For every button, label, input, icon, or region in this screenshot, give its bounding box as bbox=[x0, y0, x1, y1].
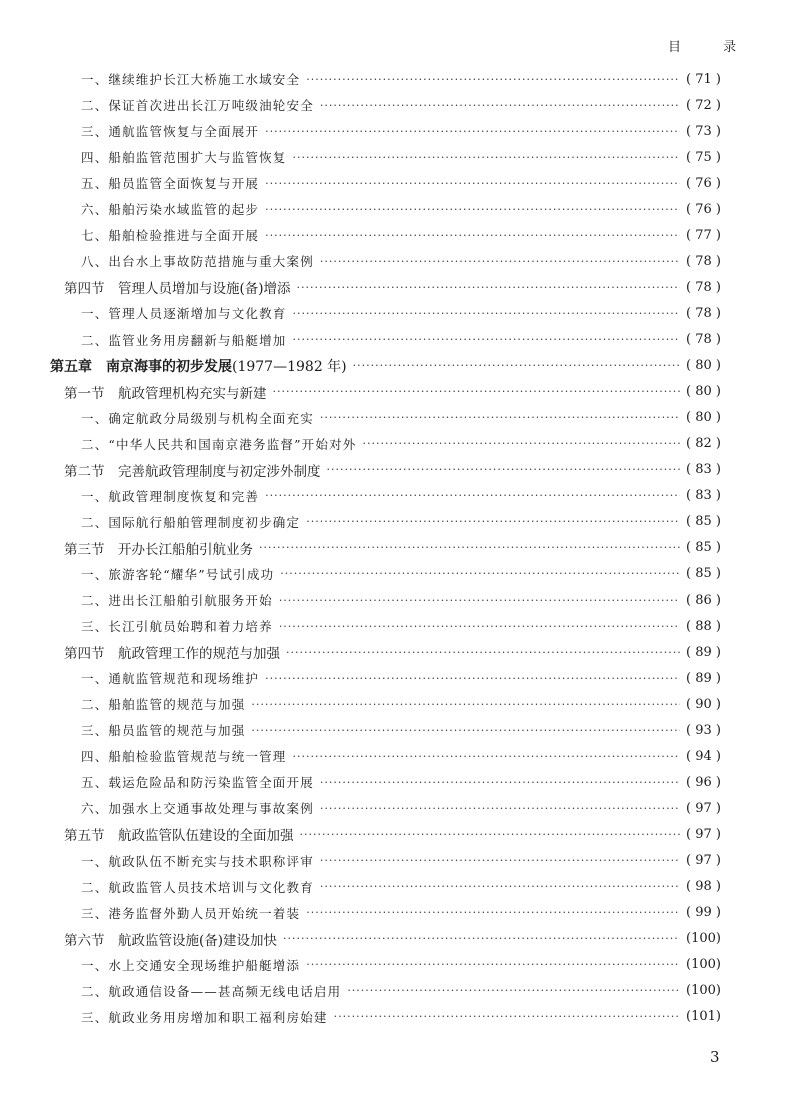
toc-entry-page: (101) bbox=[686, 1009, 721, 1025]
toc-entry-title-text: 三、船员监管的规范与加强 bbox=[81, 723, 246, 739]
toc-entry-title-text: 八、出台水上事故防范措施与重大案例 bbox=[81, 254, 314, 270]
dot-leader bbox=[265, 230, 680, 241]
toc-section-row[interactable] bbox=[64, 926, 721, 952]
toc-entry-page: ( 85 ) bbox=[686, 566, 721, 582]
toc-entry-title-text: 二、保证首次进出长江万吨级油轮安全 bbox=[81, 98, 314, 114]
dot-leader bbox=[279, 595, 680, 606]
toc-item-row[interactable] bbox=[81, 587, 721, 613]
toc-entry-title-text: 二、船舶监管的规范与加强 bbox=[81, 697, 246, 713]
dot-leader bbox=[293, 308, 681, 319]
toc-entry-title bbox=[81, 904, 300, 922]
toc-entry-page: ( 73 ) bbox=[686, 123, 721, 139]
dot-leader bbox=[293, 152, 681, 163]
toc-item-row[interactable] bbox=[81, 483, 721, 509]
toc-entry-title bbox=[81, 96, 314, 114]
toc-entry-title bbox=[81, 878, 314, 896]
toc-entry-title-text: 一、管理人员逐渐增加与文化教育 bbox=[81, 306, 287, 322]
toc-item-row[interactable] bbox=[81, 300, 721, 326]
dot-leader bbox=[251, 725, 680, 736]
toc-entry-title bbox=[81, 252, 314, 270]
toc-entry-title-text: 二、航政监管人员技术培训与文化教育 bbox=[81, 879, 314, 895]
toc-entry-title bbox=[81, 331, 287, 349]
dot-leader bbox=[347, 985, 680, 996]
toc-entry-title-text: 二、国际航行船舶管理制度初步确定 bbox=[81, 514, 301, 530]
toc-entry-page: ( 88 ) bbox=[686, 618, 721, 634]
toc-item-row[interactable] bbox=[81, 691, 721, 717]
toc-entry-page: ( 75 ) bbox=[686, 149, 721, 165]
dot-leader bbox=[334, 1011, 680, 1022]
toc-item-row[interactable] bbox=[81, 196, 721, 222]
toc-section-row[interactable] bbox=[64, 535, 721, 561]
toc-entry-title bbox=[81, 174, 259, 192]
toc-entry-page: ( 94 ) bbox=[686, 748, 721, 764]
toc-entry-title bbox=[81, 591, 273, 609]
toc-item-row[interactable] bbox=[81, 874, 721, 900]
toc-item-row[interactable] bbox=[81, 848, 721, 874]
toc-entry-page: ( 82 ) bbox=[686, 436, 721, 452]
toc-entry-title-text: 第一节 航政管理机构充实与新建 bbox=[64, 385, 267, 402]
toc-entry-title-text: 六、加强水上交通事故处理与事故案例 bbox=[81, 801, 314, 817]
toc-entry-title-text: 一、航政队伍不断充实与技术职称评审 bbox=[81, 853, 314, 869]
toc-entry-title-text: 一、旅游客轮“耀华”号试引成功 bbox=[81, 566, 275, 582]
toc-item-row[interactable] bbox=[81, 561, 721, 587]
dot-leader bbox=[259, 542, 680, 553]
toc-entry-title-text: 三、通航监管恢复与全面展开 bbox=[81, 124, 260, 140]
toc-section-row[interactable] bbox=[64, 379, 721, 405]
toc-entry-title bbox=[81, 148, 287, 166]
toc-entry-title bbox=[64, 642, 280, 662]
toc-entry-title-text: 三、长江引航员始聘和着力培养 bbox=[81, 619, 273, 635]
toc-entry-title bbox=[81, 617, 273, 635]
toc-item-row[interactable] bbox=[81, 222, 721, 248]
dot-leader bbox=[300, 829, 681, 840]
toc-entry-title-text: 第二节 完善航政管理制度与初定涉外制度 bbox=[64, 463, 321, 480]
toc-entry-page: (100) bbox=[686, 931, 721, 947]
toc-section-row[interactable] bbox=[64, 457, 721, 483]
toc-item-row[interactable] bbox=[81, 900, 721, 926]
toc-entry-page: ( 78 ) bbox=[686, 332, 721, 347]
toc-entry-page: (100) bbox=[686, 983, 721, 999]
toc-entry-page: ( 89 ) bbox=[686, 644, 721, 660]
toc-entry-title-text: 四、船舶监管范围扩大与监管恢复 bbox=[81, 150, 287, 166]
toc-entry-page: ( 89 ) bbox=[686, 670, 721, 686]
dot-leader bbox=[320, 256, 680, 267]
dot-leader bbox=[320, 412, 680, 423]
toc-entry-title bbox=[64, 277, 291, 297]
dot-leader bbox=[306, 959, 680, 970]
toc-entry-page: ( 90 ) bbox=[686, 696, 721, 712]
toc-entry-page: ( 99 ) bbox=[686, 905, 721, 921]
toc-entry-title bbox=[81, 487, 259, 505]
toc-entry-page: ( 97 ) bbox=[686, 853, 721, 868]
toc-entry-page: ( 77 ) bbox=[686, 227, 721, 243]
dot-leader bbox=[306, 74, 680, 85]
toc-entry-title-text: 三、航政业务用房增加和职工福利房始建 bbox=[81, 1009, 328, 1025]
toc-entry-title-text: 二、监管业务用房翻新与船艇增加 bbox=[81, 332, 287, 348]
toc-item-row[interactable] bbox=[81, 248, 721, 274]
toc-entry-title bbox=[81, 721, 245, 739]
toc-entry-page: ( 93 ) bbox=[686, 722, 721, 738]
toc-entry-title-text: 第五节 航政监管队伍建设的全面加强 bbox=[64, 828, 294, 845]
toc-entry-title-text: 第六节 航政监管设施(备)建设加快 bbox=[64, 932, 278, 949]
toc-entry-title-text: 七、船舶检验推进与全面开展 bbox=[81, 228, 260, 244]
toc-entry-page: ( 71 ) bbox=[686, 71, 721, 87]
dot-leader bbox=[251, 699, 680, 710]
dot-leader bbox=[283, 933, 680, 944]
toc-entry-title bbox=[81, 513, 300, 531]
toc-entry-title-text: 第四节 管理人员增加与设施(备)增添 bbox=[64, 281, 291, 298]
toc-item-row[interactable] bbox=[81, 431, 721, 457]
dot-leader bbox=[265, 126, 680, 137]
toc-entry-title-text: 六、船舶污染水域监管的起步 bbox=[81, 202, 260, 218]
toc-entry-page: (100) bbox=[686, 957, 721, 973]
running-header bbox=[668, 36, 736, 55]
toc-entry-page: ( 80 ) bbox=[686, 384, 721, 400]
dot-leader bbox=[280, 568, 680, 579]
toc-item-row[interactable] bbox=[81, 118, 721, 144]
toc-entry-page: ( 83 ) bbox=[686, 462, 721, 478]
dot-leader bbox=[265, 204, 680, 215]
toc-section-row[interactable] bbox=[64, 274, 721, 300]
toc-entry-title-text: 第五章 南京海事的初步发展 bbox=[50, 358, 232, 375]
toc-item-row[interactable] bbox=[81, 795, 721, 821]
dot-leader bbox=[353, 360, 680, 371]
toc-item-row[interactable] bbox=[81, 665, 721, 691]
dot-leader bbox=[306, 516, 680, 527]
dot-leader bbox=[320, 803, 680, 814]
toc-entry-page: ( 78 ) bbox=[686, 253, 721, 269]
dot-leader bbox=[286, 647, 680, 658]
toc-entry-title-text: 二、进出长江船舶引航服务开始 bbox=[81, 593, 273, 608]
toc-entry-title bbox=[81, 565, 274, 583]
toc-entry-title-text: 一、确定航政分局级别与机构全面充实 bbox=[81, 410, 314, 426]
toc-entry-title bbox=[81, 435, 356, 453]
toc-entry-title bbox=[81, 304, 287, 322]
toc-item-row[interactable] bbox=[81, 509, 721, 535]
toc-entry-title bbox=[81, 956, 300, 974]
toc-entry-title bbox=[81, 747, 287, 765]
toc-entry-page: ( 76 ) bbox=[686, 201, 721, 217]
page-number: 3 bbox=[710, 1048, 720, 1066]
toc-entry-title-text: 四、船舶检验监管规范与统一管理 bbox=[81, 749, 287, 765]
dot-leader bbox=[265, 178, 680, 189]
dot-leader bbox=[297, 282, 681, 293]
toc-entry-title-text: 一、航政管理制度恢复和完善 bbox=[81, 488, 260, 504]
toc-item-row[interactable] bbox=[81, 144, 721, 170]
toc-entry-page: ( 96 ) bbox=[686, 774, 721, 790]
dot-leader bbox=[320, 881, 680, 892]
toc-entry-title bbox=[64, 382, 267, 402]
dot-leader bbox=[320, 100, 680, 111]
toc-entry-title-text: 一、继续维护长江大桥施工水域安全 bbox=[81, 72, 301, 87]
toc-entry-title-text: 一、通航监管规范和现场维护 bbox=[81, 671, 260, 687]
toc-entry-page: ( 98 ) bbox=[686, 879, 721, 895]
toc-item-row[interactable] bbox=[81, 405, 721, 431]
toc-entry-title bbox=[81, 669, 259, 687]
toc-item-row[interactable] bbox=[81, 717, 721, 743]
toc-entry-title bbox=[81, 852, 314, 870]
toc-entry-title bbox=[81, 226, 259, 244]
toc-entry-page: ( 85 ) bbox=[686, 540, 721, 556]
toc-entry-title bbox=[81, 122, 259, 140]
toc-entry-page: ( 72 ) bbox=[686, 97, 721, 113]
toc-item-row[interactable] bbox=[81, 613, 721, 639]
toc-entry-title bbox=[81, 70, 300, 88]
toc-item-row[interactable] bbox=[81, 769, 721, 795]
dot-leader bbox=[362, 438, 680, 449]
toc-entry-title bbox=[81, 1008, 328, 1026]
toc-entry-title-text: 五、船员监管全面恢复与开展 bbox=[81, 176, 260, 192]
dot-leader bbox=[293, 334, 681, 345]
toc-entry-title bbox=[81, 200, 259, 218]
toc-entry-page: ( 97 ) bbox=[686, 826, 721, 842]
toc-entry-page: ( 80 ) bbox=[686, 358, 721, 374]
toc-item-row[interactable] bbox=[81, 66, 721, 92]
toc-entry-title-text: 一、水上交通安全现场维护船艇增添 bbox=[81, 957, 301, 973]
toc-item-row[interactable] bbox=[81, 327, 721, 353]
header-right-char: 录 bbox=[723, 40, 737, 55]
dot-leader bbox=[293, 751, 681, 762]
toc-entry-title-text: 三、港务监督外勤人员开始统一着装 bbox=[81, 905, 301, 921]
toc-section-row[interactable] bbox=[64, 639, 721, 665]
toc-entry-title-text: 五、载运危险品和防污染监管全面开展 bbox=[81, 775, 314, 791]
toc-item-row[interactable] bbox=[81, 978, 721, 1004]
toc-entry-page: ( 83 ) bbox=[686, 488, 721, 504]
toc-entry-title bbox=[50, 356, 347, 376]
toc-entry-title-text: 二、航政通信设备——甚高频无线电话启用 bbox=[81, 983, 342, 999]
toc-entry-title-text: 第三节 开办长江船舶引航业务 bbox=[64, 541, 253, 558]
toc-entry-page: ( 78 ) bbox=[686, 279, 721, 295]
toc-entry-title bbox=[81, 695, 245, 713]
dot-leader bbox=[279, 621, 680, 632]
toc-chapter-row[interactable] bbox=[50, 353, 721, 379]
dot-leader bbox=[320, 777, 680, 788]
dot-leader bbox=[273, 386, 681, 397]
toc-item-row[interactable] bbox=[81, 170, 721, 196]
toc-entry-title bbox=[64, 929, 277, 949]
toc-entry-page: ( 97 ) bbox=[686, 800, 721, 816]
toc-entry-page: ( 85 ) bbox=[686, 514, 721, 530]
toc-entry-page: ( 78 ) bbox=[686, 305, 721, 321]
toc-entry-title bbox=[64, 824, 294, 844]
toc-entry-title bbox=[81, 773, 314, 791]
toc-entry-title-text: 二、“中华人民共和国南京港务监督”开始对外 bbox=[81, 436, 357, 452]
header-left-char: 目 bbox=[668, 40, 682, 55]
toc-entry-title-years: (1977—1982 年) bbox=[232, 358, 347, 375]
dot-leader bbox=[265, 490, 680, 501]
toc-item-row[interactable] bbox=[81, 743, 721, 769]
toc-entry-page: ( 86 ) bbox=[686, 592, 721, 608]
toc-entry-title bbox=[81, 409, 314, 427]
toc-item-row[interactable] bbox=[81, 92, 721, 118]
toc-entry-title bbox=[64, 460, 321, 480]
toc-item-row[interactable] bbox=[81, 952, 721, 978]
toc-entry-title bbox=[81, 982, 341, 1000]
toc-entry-page: ( 80 ) bbox=[686, 410, 721, 426]
toc-item-row[interactable] bbox=[81, 1004, 721, 1030]
dot-leader bbox=[306, 907, 680, 918]
dot-leader bbox=[265, 673, 680, 684]
toc-entry-title-text: 第四节 航政管理工作的规范与加强 bbox=[64, 646, 280, 663]
dot-leader bbox=[327, 464, 681, 475]
dot-leader bbox=[320, 855, 680, 866]
toc-entry-title bbox=[64, 538, 253, 558]
toc-entry-page: ( 76 ) bbox=[686, 175, 721, 191]
toc-section-row[interactable] bbox=[64, 821, 721, 847]
toc-entry-title bbox=[81, 799, 314, 817]
